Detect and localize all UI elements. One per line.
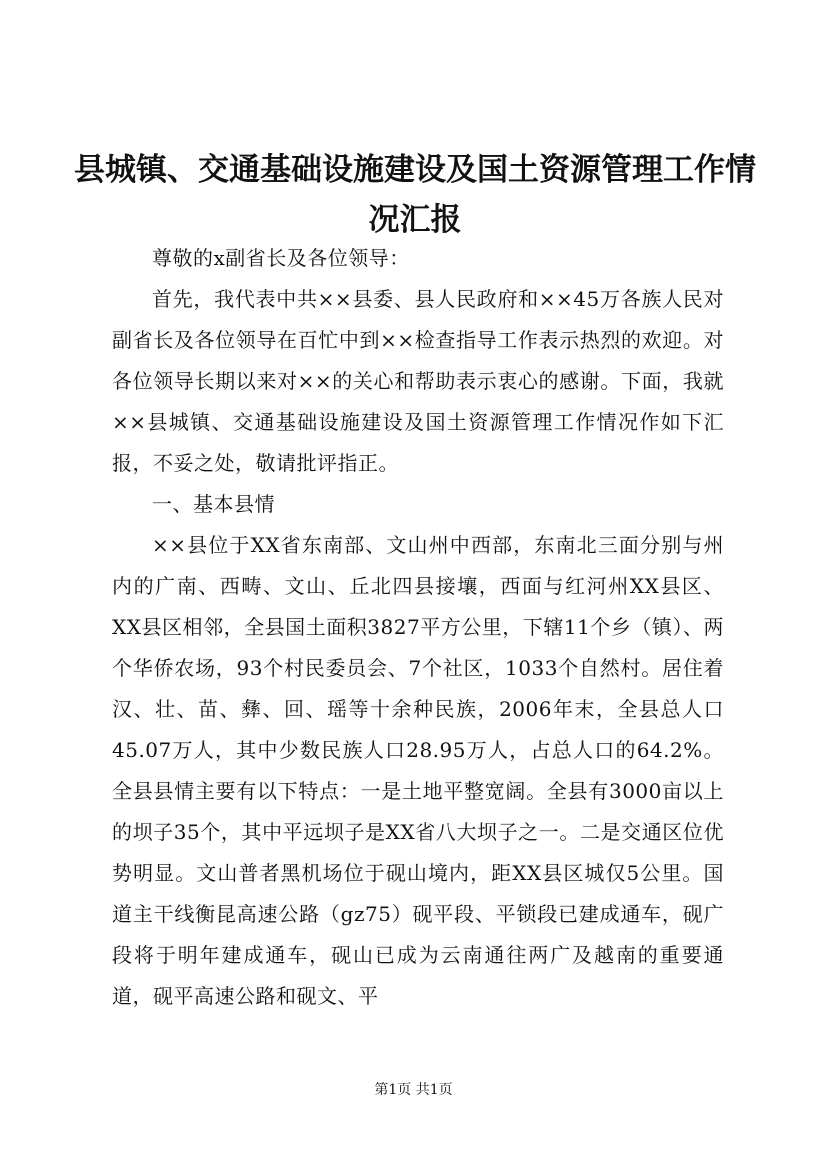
opening-paragraph: 首先，我代表中共××县委、县人民政府和××45万各族人民对副省长及各位领导在百忙中到××检查指导工作表示热烈的欢迎。对各位领导长期以来对××的关心和帮助表示衷心的感谢。下面，我就××县城镇、交通基础设施建设及国土资源管理工作情况作如下汇报，不妥之处，敬请批评指正。 bbox=[112, 287, 724, 475]
salutation: 尊敬的x副省长及各位领导： bbox=[152, 246, 410, 270]
document-title: 县城镇、交通基础设施建设及国土资源管理工作情况汇报 bbox=[74, 152, 756, 238]
section-heading: 一、基本县情 bbox=[152, 492, 275, 516]
county-overview-paragraph: ××县位于XX省东南部、文山州中西部，东南北三面分别与州内的广南、西畴、文山、丘北四县接壤，西面与红河州XX县区、XX县区相邻，全县国土面积3827平方公里，下辖11个乡（镇）、两个华侨农场，93个村民委员会、7个社区，1033个自然村。居住着汉、壮、苗、彝、回、瑶等十余种民族，2006年末，全县总人口45.07万人，其中少数民族人口28.95万人，占总人口的64.2%。全县县情主要有以下特点：一是土地平整宽阔。全县有3000亩以上的坝子35个，其中平远坝子是XX省八大坝子之一。二是交通区位优势明显。文山普者黑机场位于砚山境内，距XX县区城仅5公里。国道主干线衡昆高速公路（gz75）砚平段、平锁段已建成通车，砚广段将于明年建成通车，砚山已成为云南通往两广及越南的重要通道，砚平高速公路和砚文、平 bbox=[112, 533, 724, 1008]
document-body bbox=[112, 238, 724, 1017]
page-footer: 第1页 共1页 bbox=[374, 1082, 453, 1098]
